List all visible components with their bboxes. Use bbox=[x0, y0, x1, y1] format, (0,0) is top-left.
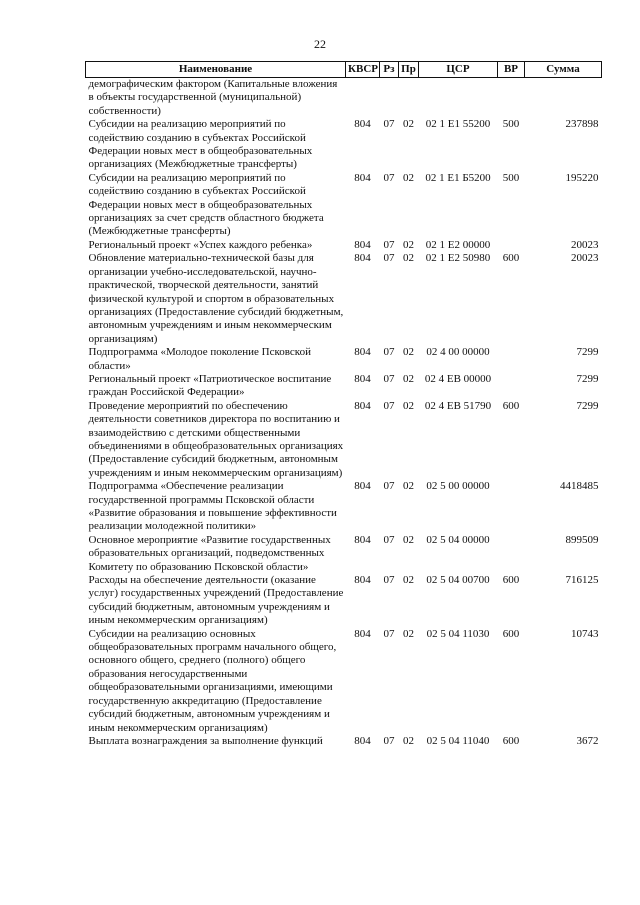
cell-name: Региональный проект «Патриотическое воспитание граждан Российской Федерации» bbox=[88, 372, 332, 399]
header-vr: ВР bbox=[498, 62, 525, 78]
cell-kvsr: 804 bbox=[354, 171, 371, 184]
cell-rz: 07 bbox=[383, 372, 395, 385]
budget-table bbox=[85, 61, 602, 748]
cell-rz: 07 bbox=[383, 171, 395, 184]
table-row bbox=[86, 78, 602, 119]
table-row bbox=[86, 172, 602, 239]
cell-sum: 20023 bbox=[571, 238, 599, 251]
cell-rz: 07 bbox=[383, 399, 395, 412]
header-rz: Рз bbox=[380, 62, 399, 78]
cell-name: Расходы на обеспечение деятельности (оказание услуг) государственных учреждений (Предоставление субсидий бюджетным, автономным учреждениям и иным некоммерческим организациям) bbox=[88, 574, 344, 627]
cell-rz: 07 bbox=[383, 627, 395, 640]
cell-pr: 02 bbox=[403, 372, 414, 385]
cell-sum: 10743 bbox=[571, 627, 599, 640]
cell-sum: 195220 bbox=[565, 171, 599, 184]
cell-kvsr: 804 bbox=[354, 480, 371, 493]
cell-rz: 07 bbox=[383, 734, 395, 747]
cell-pr: 02 bbox=[403, 399, 414, 412]
cell-kvsr: 804 bbox=[354, 399, 371, 412]
table-row bbox=[86, 239, 602, 252]
cell-vr bbox=[498, 239, 525, 252]
cell-csr: 02 4 00 00000 bbox=[426, 346, 490, 359]
cell-csr bbox=[419, 78, 498, 119]
table-row bbox=[86, 252, 602, 346]
cell-kvsr: 804 bbox=[354, 574, 371, 587]
table-body bbox=[86, 78, 602, 749]
cell-vr: 600 bbox=[502, 399, 520, 412]
table-row bbox=[86, 346, 602, 373]
cell-pr: 02 bbox=[403, 118, 414, 131]
cell-pr: 02 bbox=[403, 252, 414, 265]
header-sum: Сумма bbox=[525, 62, 602, 78]
cell-csr: 02 5 04 00000 bbox=[426, 533, 490, 546]
table-row bbox=[86, 480, 602, 534]
cell-name: Обновление материально-технической базы для организации учебно-исследовательской, научно-практической, творческой деятельности, занятий физической культурой и спортом в образовательных организациях (Предоставление субсидий бюджетным, автономным учреждениям и иным некоммерческим организациям) bbox=[88, 252, 344, 345]
cell-rz: 07 bbox=[383, 480, 395, 493]
header-csr: ЦСР bbox=[419, 62, 498, 78]
table-row bbox=[86, 574, 602, 628]
cell-kvsr: 804 bbox=[354, 372, 371, 385]
cell-pr: 02 bbox=[403, 533, 414, 546]
cell-vr: 600 bbox=[502, 252, 520, 265]
cell-rz: 07 bbox=[383, 533, 395, 546]
cell-rz: 07 bbox=[383, 574, 395, 587]
cell-kvsr: 804 bbox=[354, 238, 371, 251]
cell-pr: 02 bbox=[403, 238, 414, 251]
cell-name: Подпрограмма «Молодое поколение Псковской области» bbox=[88, 346, 311, 372]
cell-kvsr: 804 bbox=[354, 627, 371, 640]
cell-csr: 02 5 04 11040 bbox=[426, 734, 490, 747]
cell-sum bbox=[525, 78, 602, 119]
cell-sum: 716125 bbox=[565, 574, 599, 587]
cell-rz: 07 bbox=[383, 118, 395, 131]
cell-sum: 7299 bbox=[576, 399, 599, 412]
header-kvsr: КВСР bbox=[346, 62, 380, 78]
cell-sum: 20023 bbox=[571, 252, 599, 265]
cell-sum: 7299 bbox=[576, 372, 599, 385]
cell-vr: 600 bbox=[502, 734, 520, 747]
cell-name: Проведение мероприятий по обеспечению деятельности советников директора по воспитанию и взаимодействию с детскими общественными объединениями в общеобразовательных организациях (Предоставление субсидий бюджетным, автономным учреждениям и иным некоммерческим организациям) bbox=[88, 399, 344, 479]
table-header-row bbox=[86, 62, 602, 78]
cell-name: Субсидии на реализацию основных общеобразовательных программ начального общего, основного общего, среднего (полного) общего образования негосударственными общеобразовательными организациями, имеющими государственную аккредитацию (Предоставление субсидий бюджетным, автономным учреждениям и иным некоммерческим организациям) bbox=[88, 627, 337, 734]
table-row bbox=[86, 534, 602, 574]
cell-kvsr: 804 bbox=[354, 533, 371, 546]
cell-csr: 02 5 04 11030 bbox=[426, 627, 490, 640]
cell-name: Региональный проект «Успех каждого ребенка» bbox=[88, 238, 313, 251]
page-number: 22 bbox=[314, 37, 326, 51]
table-row bbox=[86, 118, 602, 172]
cell-rz: 07 bbox=[383, 346, 395, 359]
cell-csr: 02 1 Е2 00000 bbox=[425, 238, 491, 251]
cell-sum: 237898 bbox=[565, 118, 599, 131]
cell-sum: 7299 bbox=[576, 346, 599, 359]
table-row bbox=[86, 373, 602, 400]
header-name: Наименование bbox=[86, 62, 346, 78]
cell-vr: 500 bbox=[502, 118, 520, 131]
cell-vr bbox=[498, 534, 525, 574]
cell-csr: 02 1 Е1 Б5200 bbox=[425, 171, 491, 184]
header-pr: Пр bbox=[399, 62, 419, 78]
cell-kvsr: 804 bbox=[354, 252, 371, 265]
cell-vr bbox=[498, 78, 525, 119]
cell-pr: 02 bbox=[403, 627, 414, 640]
cell-name: Основное мероприятие «Развитие государственных образовательных организаций, подведомственных Комитету по образованию Псковской области» bbox=[88, 533, 331, 573]
cell-rz: 07 bbox=[383, 238, 395, 251]
cell-kvsr: 804 bbox=[354, 734, 371, 747]
cell-vr bbox=[498, 480, 525, 534]
cell-vr: 600 bbox=[502, 627, 520, 640]
cell-rz bbox=[380, 78, 399, 119]
cell-rz: 07 bbox=[383, 252, 395, 265]
cell-pr bbox=[399, 78, 419, 119]
cell-csr: 02 4 ЕВ 51790 bbox=[424, 399, 492, 412]
cell-kvsr bbox=[346, 78, 380, 119]
cell-pr: 02 bbox=[403, 734, 414, 747]
cell-csr: 02 4 ЕВ 00000 bbox=[424, 372, 492, 385]
cell-vr bbox=[498, 373, 525, 400]
cell-sum: 4418485 bbox=[560, 480, 599, 493]
table-row bbox=[86, 628, 602, 735]
cell-csr: 02 5 00 00000 bbox=[426, 480, 490, 493]
cell-name: Субсидии на реализацию мероприятий по содействию созданию в субъектах Российской Федерации новых мест в общеобразовательных организациях за счет средств областного бюджета (Межбюджетные трансферты) bbox=[88, 171, 324, 238]
cell-pr: 02 bbox=[403, 574, 414, 587]
cell-sum: 3672 bbox=[576, 734, 599, 747]
table-row bbox=[86, 400, 602, 480]
cell-csr: 02 5 04 00700 bbox=[426, 574, 490, 587]
cell-csr: 02 1 Е2 50980 bbox=[425, 252, 491, 265]
cell-name: демографическим фактором (Капитальные вложения в объекты государственной (муниципальной) собственности) bbox=[88, 78, 338, 117]
cell-sum: 899509 bbox=[565, 533, 599, 546]
cell-kvsr: 804 bbox=[354, 118, 371, 131]
cell-pr: 02 bbox=[403, 171, 414, 184]
cell-pr: 02 bbox=[403, 346, 414, 359]
cell-vr bbox=[498, 346, 525, 373]
cell-name: Выплата вознаграждения за выполнение функций bbox=[88, 734, 323, 747]
cell-kvsr: 804 bbox=[354, 346, 371, 359]
cell-pr: 02 bbox=[403, 480, 414, 493]
cell-vr: 500 bbox=[502, 171, 520, 184]
table-row bbox=[86, 735, 602, 748]
cell-name: Подпрограмма «Обеспечение реализации государственной программы Псковской области «Развитие образования и повышение эффективности реализации молодежной политики» bbox=[88, 480, 337, 533]
cell-vr: 600 bbox=[502, 574, 520, 587]
cell-csr: 02 1 Е1 55200 bbox=[425, 118, 491, 131]
cell-name: Субсидии на реализацию мероприятий по содействию созданию в субъектах Российской Федерации новых мест в общеобразовательных организациях (Межбюджетные трансферты) bbox=[88, 118, 313, 171]
